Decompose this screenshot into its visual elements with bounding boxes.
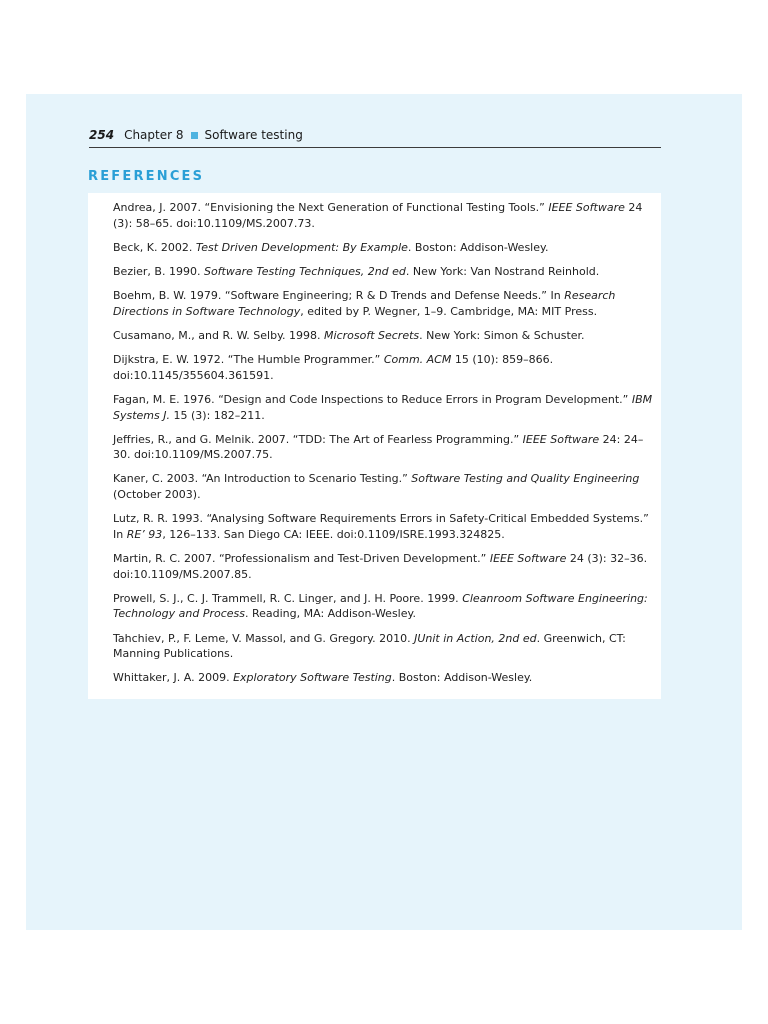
ref-title: IEEE Software bbox=[548, 201, 625, 214]
ref-text: , edited by P. Wegner, 1–9. Cambridge, MA: MIT Press. bbox=[300, 304, 598, 318]
ref-text: . Greenwich, CT: Manning Publications. bbox=[113, 631, 626, 661]
ref-text: . Boston: Addison-Wesley. bbox=[407, 240, 549, 254]
ref-title: IEEE Software bbox=[522, 432, 600, 446]
reference-entry bbox=[113, 591, 657, 622]
ref-title: Microsoft Secrets bbox=[324, 328, 420, 342]
ref-title: Software Testing Techniques, 2nd ed bbox=[203, 264, 406, 278]
ref-title: Research Directions in Software Technology bbox=[113, 289, 616, 318]
ref-text: Whittaker, J. A. 2009. bbox=[113, 671, 234, 685]
ref-title: Comm. ACM bbox=[383, 353, 452, 367]
ref-title: RE’ 93 bbox=[126, 527, 163, 541]
reference-entry bbox=[113, 264, 657, 280]
ref-text: , 126–133. San Diego CA: IEEE. doi:0.1109/ISRE.1993.324825. bbox=[162, 527, 505, 541]
reference-entry bbox=[113, 432, 657, 463]
reference-entry bbox=[113, 288, 657, 319]
ref-title: IBM Systems J. bbox=[113, 392, 653, 422]
ref-text: Lutz, R. R. 1993. “Analysing Software Requirements Errors in Safety-Critical Embedded Systems.” In bbox=[113, 512, 649, 541]
ref-title: Cleanroom Software Engineering: Technology and Process bbox=[113, 591, 648, 621]
page-number: 254 bbox=[89, 128, 115, 142]
ref-text: Boehm, B. W. 1979. “Software Engineering; R & D Trends and Defense Needs.” In bbox=[113, 289, 565, 303]
ref-text: Bezier, B. 1990. bbox=[113, 264, 204, 278]
ref-text: Dijkstra, E. W. 1972. “The Humble Programmer.” bbox=[113, 353, 384, 367]
reference-entry bbox=[113, 631, 657, 662]
ref-text: . New York: Simon & Schuster. bbox=[419, 328, 585, 342]
ref-text: Kaner, C. 2003. “An Introduction to Scenario Testing.” bbox=[113, 472, 412, 486]
reference-entry bbox=[113, 471, 657, 502]
ref-text: . New York: Van Nostrand Reinhold. bbox=[405, 264, 600, 278]
section-heading: REFERENCES bbox=[88, 169, 205, 184]
ref-text: Jeffries, R., and G. Melnik. 2007. “TDD: The Art of Fearless Programming.” bbox=[113, 432, 523, 446]
reference-entry bbox=[113, 551, 657, 582]
square-bullet-icon bbox=[191, 132, 198, 139]
reference-entry bbox=[113, 670, 657, 686]
chapter-label: Chapter 8 bbox=[124, 128, 184, 142]
reference-entry bbox=[113, 511, 657, 542]
ref-title: JUnit in Action, 2nd ed bbox=[414, 631, 537, 645]
ref-text: (October 2003). bbox=[113, 488, 201, 502]
ref-title: Test Driven Development: By Example bbox=[195, 240, 408, 254]
reference-entry bbox=[113, 392, 657, 423]
ref-text: 24: 24–30. doi:10.1109/MS.2007.75. bbox=[113, 432, 644, 462]
ref-title: IEEE Software bbox=[489, 552, 567, 566]
ref-text: 24 (3): 58–65. doi:10.1109/MS.2007.73. bbox=[113, 201, 643, 230]
running-head bbox=[89, 128, 661, 148]
ref-text: Martin, R. C. 2007. “Professionalism and Test-Driven Development.” bbox=[113, 552, 490, 566]
ref-title: Software Testing and Quality Engineering bbox=[411, 472, 640, 486]
ref-text: Beck, K. 2002. bbox=[113, 240, 196, 254]
ref-text: . Boston: Addison-Wesley. bbox=[391, 671, 533, 685]
ref-text: 24 (3): 32–36. doi:10.1109/MS.2007.85. bbox=[113, 552, 648, 581]
ref-text: Fagan, M. E. 1976. “Design and Code Inspections to Reduce Errors in Program Development.” bbox=[113, 392, 632, 406]
ref-text: Andrea, J. 2007. “Envisioning the Next Generation of Functional Testing Tools.” bbox=[113, 201, 549, 214]
reference-entry bbox=[113, 240, 657, 256]
references-list bbox=[88, 193, 661, 699]
ref-title: Exploratory Software Testing bbox=[233, 671, 392, 685]
ref-text: Cusamano, M., and R. W. Selby. 1998. bbox=[113, 328, 325, 342]
reference-entry bbox=[113, 328, 657, 344]
reference-entry bbox=[113, 352, 657, 383]
ref-text: Tahchiev, P., F. Leme, V. Massol, and G. Gregory. 2010. bbox=[113, 631, 415, 645]
ref-text: 15 (10): 859–866. doi:10.1145/355604.361591. bbox=[113, 353, 554, 382]
reference-entry bbox=[113, 200, 657, 231]
ref-text: . Reading, MA: Addison-Wesley. bbox=[244, 607, 416, 621]
ref-text: Prowell, S. J., C. J. Trammell, R. C. Linger, and J. H. Poore. 1999. bbox=[113, 591, 463, 605]
ref-text: 15 (3): 182–211. bbox=[170, 408, 265, 422]
chapter-title: Software testing bbox=[204, 128, 303, 142]
